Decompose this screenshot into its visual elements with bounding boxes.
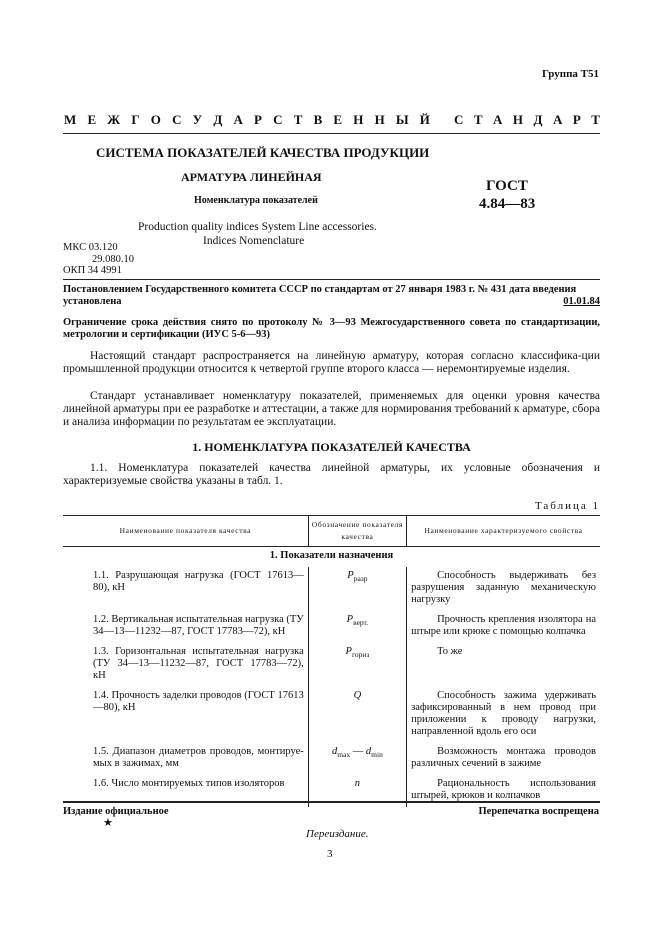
property-text: Рациональность использования штырей, крюков и колпачков bbox=[411, 778, 596, 801]
indicator-symbol bbox=[308, 687, 406, 743]
banner-letter: С bbox=[172, 112, 182, 127]
indicator-name-text: 1.3. Горизонтальная испытательная нагрузка (ТУ 34—13—11232—87, ГОСТ 17783—72), кН bbox=[93, 646, 304, 681]
banner-letter: Ж bbox=[107, 112, 121, 127]
official-edition: Издание официальное bbox=[63, 806, 169, 817]
banner-letter: С bbox=[273, 112, 283, 127]
reprint-prohibited: Перепечатка воспрещена bbox=[478, 806, 599, 817]
footer-rule bbox=[63, 801, 600, 803]
intro-paragraph-1 bbox=[63, 350, 600, 376]
banner-letter: Ы bbox=[395, 112, 409, 127]
banner-letter: О bbox=[150, 112, 161, 127]
indicator-symbol bbox=[308, 643, 406, 687]
codes-rule bbox=[63, 279, 600, 280]
banner-letter: А bbox=[552, 112, 563, 127]
effective-date: 01.01.84 bbox=[563, 296, 600, 307]
indicator-symbol bbox=[308, 611, 406, 643]
symbol-letter: d bbox=[331, 746, 338, 757]
english-title-line-1: Production quality indices System Line accessories. bbox=[138, 221, 377, 233]
characterized-property bbox=[407, 611, 600, 643]
decree-line-1: Постановлением Государственного комитета СССР по стандартам от 27 января 1983 г. № 431 дата введения bbox=[63, 284, 577, 295]
indicator-name-text: 1.1. Разрушающая нагрузка (ГОСТ 17613—80), кН bbox=[93, 570, 304, 593]
mks-code: МКС 03.120 bbox=[63, 242, 118, 253]
section-1-text: 1.1. Номенклатура показателей качества линейной арматуры, их условные обозначения и характеризуемые свойства указаны в табл. 1. bbox=[63, 462, 600, 487]
indicator-symbol bbox=[308, 567, 406, 611]
indicator-name bbox=[63, 687, 308, 743]
classification-codes bbox=[63, 242, 134, 277]
english-title-line-2: Indices Nomenclature bbox=[203, 235, 305, 247]
symbol-subscript: гориз bbox=[351, 650, 370, 660]
banner-letter: Д bbox=[533, 112, 543, 127]
english-title bbox=[138, 220, 377, 248]
banner-letter: Г bbox=[131, 112, 140, 127]
property-text: Способность выдерживать без разрушения заданную механическую нагрузку bbox=[411, 570, 596, 605]
system-title: СИСТЕМА ПОКАЗАТЕЛЕЙ КАЧЕСТВА ПРОДУКЦИИ bbox=[96, 145, 430, 160]
banner-letter: Д bbox=[213, 112, 223, 127]
banner-letter: Т bbox=[473, 112, 483, 127]
characterized-property bbox=[407, 743, 600, 775]
page-number: 3 bbox=[327, 848, 333, 860]
indicator-name bbox=[63, 643, 308, 687]
table-subheading-row bbox=[63, 547, 600, 568]
banner-letter: А bbox=[493, 112, 503, 127]
decree-block bbox=[63, 284, 600, 308]
intro-text-1: Настоящий стандарт распространяется на линейную арматуру, которая согласно классифика-ции промышленной продукции относится к четвертой группе второго класса — неремонтируемые изделия. bbox=[63, 350, 600, 375]
table-label: Таблица 1 bbox=[534, 500, 600, 512]
banner-letter: А bbox=[233, 112, 243, 127]
indicator-symbol bbox=[308, 743, 406, 775]
mks-code-second: 29.080.10 bbox=[92, 253, 134, 265]
table-row bbox=[63, 687, 600, 743]
table-subheading: 1. Показатели назначения bbox=[269, 550, 394, 561]
symbol-dash: — bbox=[350, 746, 366, 757]
indicator-name bbox=[63, 743, 308, 775]
property-text: Прочность крепления изолятора на штыре или крюке с помощью колпачка bbox=[411, 614, 596, 637]
table-row bbox=[63, 743, 600, 775]
intro-text-2: Стандарт устанавливает номенклатуру показателей, применяемых для оценки уровня качества линейной арматуры при ее разработке и аттестации, а также для нормирования требований к арматуре, сбора и анализа информации по результатам ее эксплуатации. bbox=[63, 390, 600, 428]
characterized-property bbox=[407, 643, 600, 687]
gost-label: ГОСТ bbox=[486, 178, 528, 194]
property-text: То же bbox=[437, 646, 463, 657]
interstate-standard-banner bbox=[64, 112, 600, 128]
indicator-name-text: 1.4. Прочность заделки проводов (ГОСТ 17613—80), кН bbox=[93, 690, 304, 713]
table-row bbox=[63, 567, 600, 611]
banner-word-standard bbox=[454, 112, 600, 128]
table-header-row bbox=[63, 516, 600, 547]
property-text: Способность зажима удерживать зафиксированный в нем провод при приложении к проводу нагрузки, направленной вдоль его оси bbox=[411, 690, 596, 737]
banner-letter: Н bbox=[512, 112, 524, 127]
symbol-letter-2: d bbox=[365, 746, 372, 757]
quality-indices-table bbox=[63, 515, 600, 807]
header-symbol: Обозначение показателя качества bbox=[308, 516, 406, 547]
symbol-letter: P bbox=[345, 646, 352, 657]
banner-letter: Е bbox=[333, 112, 343, 127]
symbol-subscript: верт. bbox=[353, 618, 369, 628]
table-row bbox=[63, 643, 600, 687]
gost-number: 4.84—83 bbox=[479, 196, 536, 212]
indicator-name-text: 1.2. Вертикальная испытательная нагрузка (ТУ 34—13—11232—87, ГОСТ 17783—72), кН bbox=[93, 614, 304, 637]
banner-letter: В bbox=[313, 112, 323, 127]
star-icon: ★ bbox=[103, 817, 113, 829]
banner-letter: Й bbox=[419, 112, 430, 127]
symbol-subscript: разр bbox=[353, 574, 368, 584]
header-property: Наименование характеризуемого свойства bbox=[407, 516, 600, 547]
symbol-subscript: max bbox=[337, 750, 351, 760]
nomenclature-title: Номенклатура показателей bbox=[194, 195, 318, 206]
indicator-name-text: 1.6. Число монтируемых типов изоляторов bbox=[93, 778, 285, 789]
section-1-paragraph bbox=[63, 462, 600, 488]
header-indicator-name: Наименование показателя качества bbox=[63, 516, 308, 547]
banner-letter: Т bbox=[591, 112, 600, 127]
indicator-name bbox=[63, 611, 308, 643]
decree-line-2: установлена bbox=[63, 296, 122, 307]
banner-letter: Н bbox=[353, 112, 364, 127]
limitation-note: Ограничение срока действия снято по протоколу № 3—93 Межгосударственного совета по стандартизации, метрологии и сертификации (ИУС 5-6—93) bbox=[63, 317, 600, 340]
symbol-letter: P bbox=[347, 570, 354, 581]
banner-letter: С bbox=[454, 112, 464, 127]
banner-letter: Т bbox=[293, 112, 303, 127]
intro-paragraph-2 bbox=[63, 390, 600, 429]
banner-word-interstate bbox=[64, 112, 430, 128]
header-rule bbox=[63, 133, 600, 134]
reissue-note: Переиздание. bbox=[306, 828, 369, 840]
okp-code: ОКП 34 4991 bbox=[63, 265, 122, 276]
banner-letter: Р bbox=[254, 112, 262, 127]
symbol-letter: P bbox=[346, 614, 354, 625]
section-1-heading: 1. НОМЕНКЛАТУРА ПОКАЗАТЕЛЕЙ КАЧЕСТВА bbox=[192, 440, 471, 454]
symbol-letter: Q bbox=[353, 690, 362, 701]
banner-letter: Н bbox=[374, 112, 385, 127]
property-text: Возможность монтажа проводов различных сечений в зажиме bbox=[411, 746, 596, 769]
characterized-property bbox=[407, 687, 600, 743]
symbol-subscript-2: min bbox=[371, 750, 383, 760]
banner-letter: Е bbox=[87, 112, 97, 127]
product-title: АРМАТУРА ЛИНЕЙНАЯ bbox=[181, 170, 322, 184]
symbol-letter: n bbox=[354, 778, 361, 789]
banner-letter: У bbox=[192, 112, 203, 127]
banner-letter: Р bbox=[572, 112, 581, 127]
table-row bbox=[63, 611, 600, 643]
characterized-property bbox=[407, 567, 600, 611]
banner-letter: М bbox=[64, 112, 77, 127]
group-code: Группа Т51 bbox=[541, 68, 599, 80]
indicator-name-text: 1.5. Диапазон диаметров проводов, монтируе-мых в зажимах, мм bbox=[93, 746, 304, 769]
indicator-name bbox=[63, 567, 308, 611]
